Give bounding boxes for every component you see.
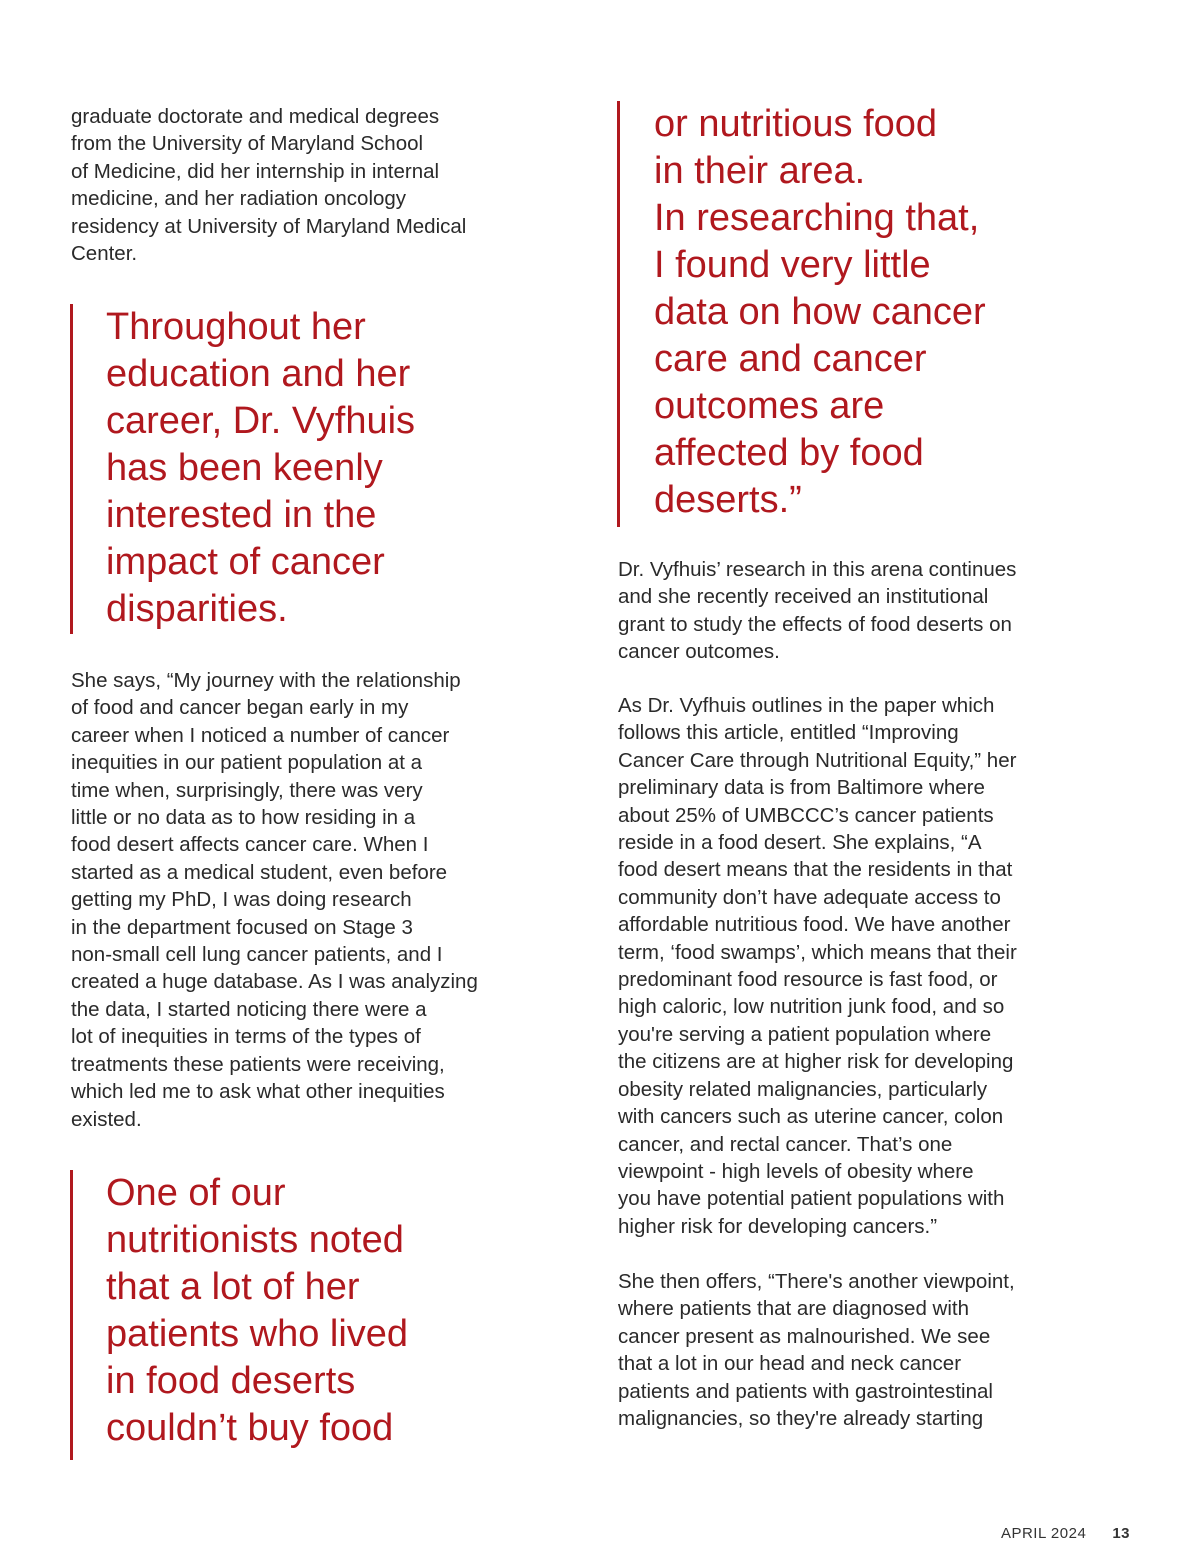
body-paragraph-education: graduate doctorate and medical degrees from the University of Maryland School of Medicine, did her internship in internal medicine, and her radiation oncology residency at University of Maryland Medical Center. <box>71 105 467 266</box>
issue-date: APRIL 2024 <box>1000 1525 1087 1542</box>
page-footer <box>1001 1525 1130 1542</box>
page-number: 13 <box>1112 1525 1130 1542</box>
body-paragraph-malnourished: She then offers, “There's another viewpoint, where patients that are diagnosed with cancer present as malnourished. We see that a lot in our head and neck cancer patients and patients with gastrointestinal malignancies, so they're already starting <box>618 1270 1015 1431</box>
body-paragraph-food-swamps: As Dr. Vyfhuis outlines in the paper which follows this article, entitled “Improving Cancer Care through Nutritional Equity,” her preliminary data is from Baltimore where about 25% of UMBCCC’s cancer patients reside in a food desert. She explains, “A food desert means that the residents in that community don’t have adequate access to affordable nutritious food. We have another term, ‘food swamps’, which means that their predominant food resource is fast food, or high caloric, low nutrition junk food, and so you're serving a patient population where the citizens are at higher risk for developing obesity related malignancies, particularly with cancers such as uterine cancer, colon cancer, and rectal cancer. That’s one viewpoint - high levels of obesity where you have potential patient populations with higher risk for developing cancers.” <box>618 694 1017 1238</box>
pull-quote-disparities: Throughout her education and her career, Dr. Vyfhuis has been keenly interested in the impact of cancer disparities. <box>70 304 415 634</box>
pull-quote-food-deserts: or nutritious food in their area. In researching that, I found very little data on how cancer care and cancer outcomes are affected by food deserts.” <box>617 101 986 527</box>
pull-quote-nutritionists: One of our nutritionists noted that a lot of her patients who lived in food deserts couldn’t buy food <box>70 1170 408 1460</box>
body-paragraph-research-grant: Dr. Vyfhuis’ research in this arena continues and she recently received an institutional grant to study the effects of food deserts on cancer outcomes. <box>618 558 1017 664</box>
body-paragraph-journey: She says, “My journey with the relationship of food and cancer began early in my career when I noticed a number of cancer inequities in our patient population at a time when, surprisingly, there was very little or no data as to how residing in a food desert affects cancer care. When I started as a medical student, even before getting my PhD, I was doing research in the department focused on Stage 3 non-small cell lung cancer patients, and I created a huge database. As I was analyzing the data, I started noticing there were a lot of inequities in terms of the types of treatments these patients were receiving, which led me to ask what other inequities existed. <box>71 669 478 1131</box>
